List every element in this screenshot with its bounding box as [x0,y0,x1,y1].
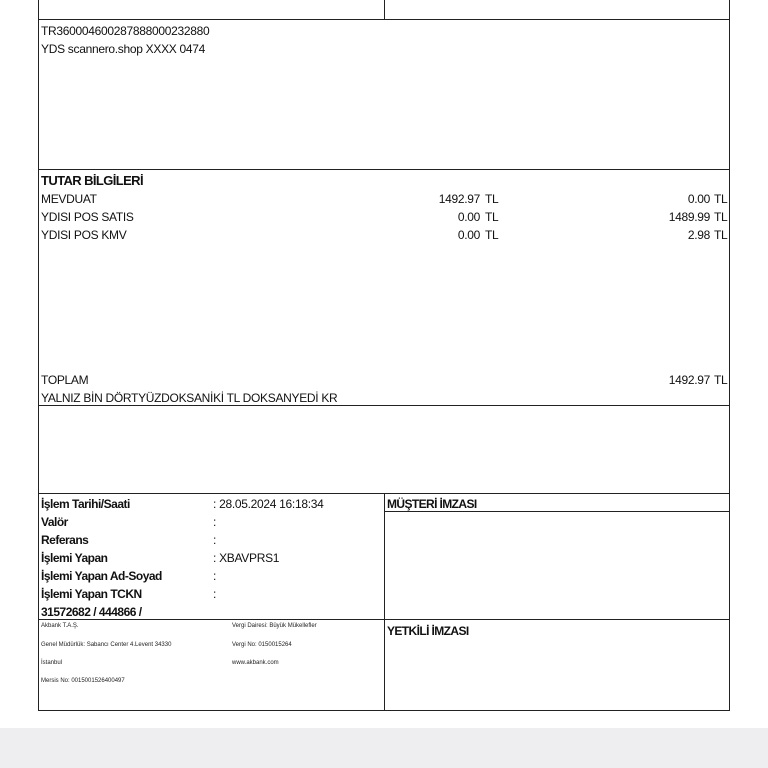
authorized-signature-title: YETKİLİ İMZASI [387,624,469,638]
customer-signature-title: MÜŞTERİ İMZASI [387,497,477,511]
detail-label: İşlemi Yapan TCKN [41,587,142,601]
total-in-words: YALNIZ BİN DÖRTYÜZDOKSANİKİ TL DOKSANYEDİ KR [41,391,338,405]
amount-row-label: MEVDUAT [41,192,97,206]
customer-signature-divider [384,511,730,512]
amounts-title: TUTAR BİLGİLERİ [41,173,143,188]
frame-left-border [38,0,39,711]
total-label: TOPLAM [41,373,89,387]
amount-row-credit-currency: TL [714,192,728,206]
detail-label: İşlemi Yapan [41,551,108,565]
bank-hq-address: Genel Müdürlük: Sabancı Center 4.Levent 34330 [41,642,172,648]
detail-value: : 28.05.2024 16:18:34 [213,497,324,511]
bank-website-link[interactable]: www.akbank.com [232,660,279,666]
amount-row-credit-currency: TL [714,210,728,224]
details-bottom-divider [38,619,730,620]
detail-value: : [213,587,217,601]
amount-row-debit-currency: TL [485,210,499,224]
amount-row-credit: 1489.99 [668,210,710,224]
total-currency: TL [714,373,728,387]
amount-row-credit: 2.98 [687,228,710,242]
detail-label: İşlemi Yapan Ad-Soyad [41,569,162,583]
detail-label: Referans [41,533,89,547]
amount-row-debit: 1492.97 [438,192,480,206]
amount-row-credit: 0.00 [687,192,710,206]
amount-row-debit: 0.00 [457,210,480,224]
detail-label: Valör [41,515,68,529]
detail-value: : [213,569,217,583]
amount-row-label: YDISI POS SATIS [41,210,134,224]
amount-row-label: YDISI POS KMV [41,228,127,242]
amount-row-debit-currency: TL [485,192,499,206]
total-value: 1492.97 [668,373,710,387]
bank-name: Akbank T.A.Ş. [41,623,79,629]
detail-label: İşlem Tarihi/Saati [41,497,130,511]
detail-value: : [213,533,217,547]
detail-value: : XBAVPRS1 [213,551,280,565]
top-column-divider [384,0,385,20]
bank-tax-office: Vergi Dairesi: Büyük Mükellefler [232,623,317,629]
bank-mersis-no: Mersis No: 0015001526400497 [41,678,125,684]
bank-tax-no: Vergi No: 0150015264 [232,642,292,648]
bank-city: İstanbul [41,660,63,666]
iban-text: TR360004600287888000232880 [41,24,210,38]
transaction-code-line: 31572682 / 444866 / [41,605,142,619]
amount-row-debit: 0.00 [457,228,480,242]
bottom-margin-band [0,728,768,768]
details-column-divider [384,493,385,711]
amounts-bottom-divider [38,405,730,406]
detail-value: : [213,515,217,529]
amounts-top-divider [38,169,730,170]
frame-right-border [729,0,730,711]
account-description: YDS scannero.shop XXXX 0474 [41,42,206,56]
amount-row-credit-currency: TL [714,228,728,242]
amount-row-debit-currency: TL [485,228,499,242]
